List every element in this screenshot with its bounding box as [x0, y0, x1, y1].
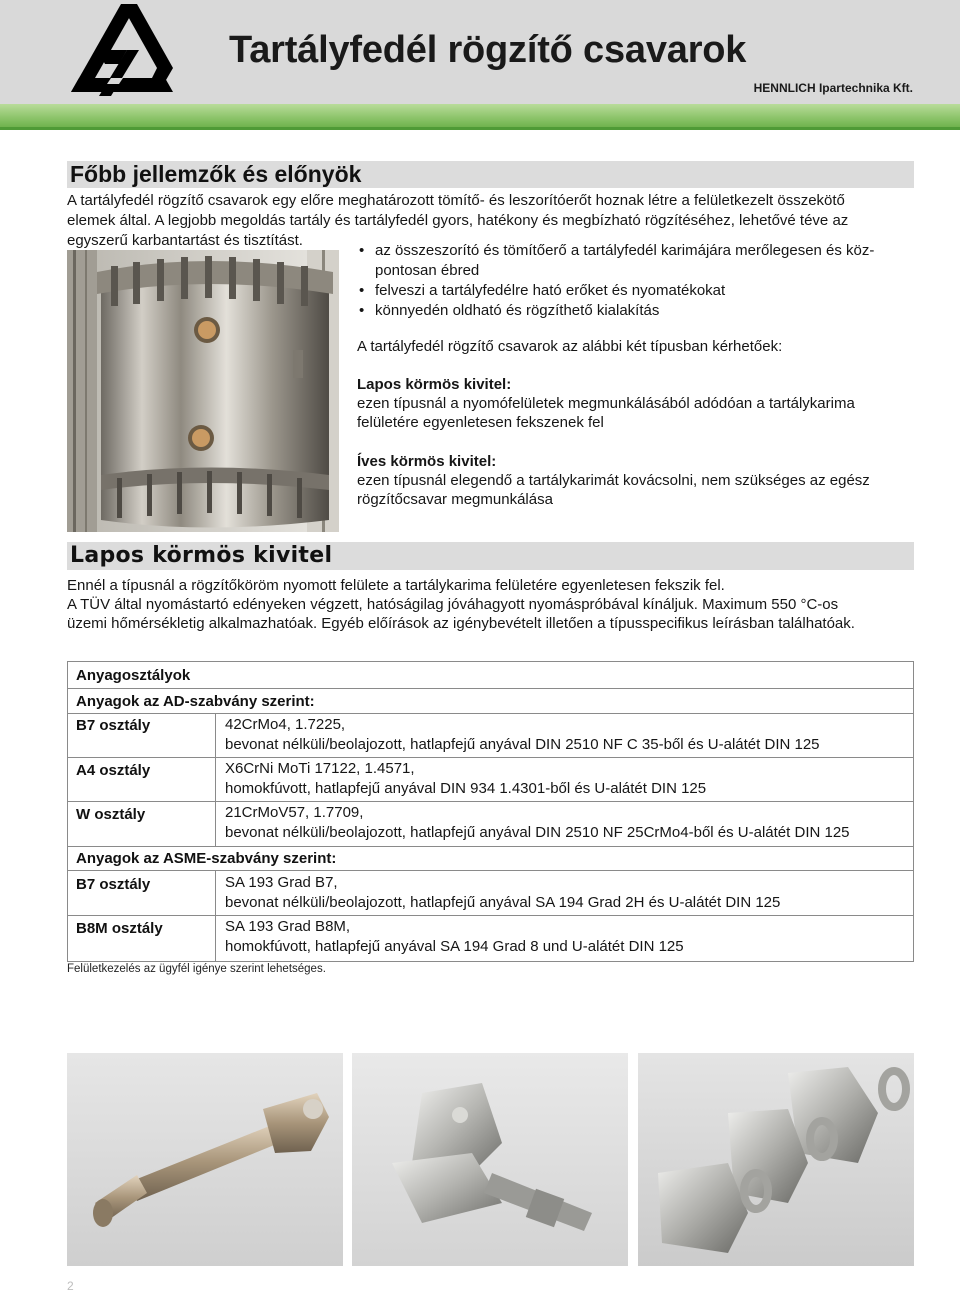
product-photo-clamp	[352, 1053, 628, 1266]
table-divider	[68, 713, 913, 714]
bullet-text: könnyedén oldható és rögzíthető kialakítás	[375, 302, 660, 319]
table-divider	[68, 757, 913, 758]
asme-row-value-1: SA 193 Grad B7,	[225, 874, 338, 891]
features-heading: Főbb jellemzők és előnyök	[70, 161, 362, 187]
page-title: Tartályfedél rögzítő csavarok	[229, 29, 747, 71]
header-green-line	[0, 127, 960, 130]
type2-title: Íves körmös kivitel:	[357, 453, 497, 470]
asme-row-label: B8M osztály	[76, 920, 163, 937]
ad-row-label: W osztály	[76, 806, 146, 823]
feature-bullet-list	[357, 241, 917, 321]
materials-title: Anyagosztályok	[76, 667, 191, 684]
ad-row-label: B7 osztály	[76, 717, 151, 734]
bullet-text-cont: pontosan ébred	[375, 262, 480, 279]
ad-row-value-1: 42CrMo4, 1.7225,	[225, 716, 346, 733]
table-divider	[68, 801, 913, 802]
type1-title: Lapos körmös kivitel:	[357, 376, 512, 393]
type2-line-2: rögzítőcsavar megmunkálása	[357, 491, 553, 508]
ad-heading: Anyagok az AD-szabvány szerint:	[76, 693, 315, 710]
page-number: 2	[67, 1279, 74, 1291]
bullet-item	[357, 281, 917, 301]
ad-row-value-2: bevonat nélküli/beolajozott, hatlapfejű anyával DIN 2510 NF 25CrMo4-ből és U-alátét DIN 125	[225, 824, 850, 841]
types-intro: A tartályfedél rögzítő csavarok az alábbi két típusban kérhetőek:	[357, 338, 783, 355]
ad-row-value-2: homokfúvott, hatlapfejű anyával DIN 934 1.4301-ből és U-alátét DIN 125	[225, 780, 707, 797]
intro-line-2: elemek által. A legjobb megoldás tartály és tartályfedél gyors, hatékony és megbízható rögzítéséhez, lehetővé téve az	[67, 212, 849, 229]
company-name: HENNLICH Ipartechnika Kft.	[753, 81, 913, 95]
table-column-divider	[215, 870, 216, 962]
table-divider	[68, 870, 913, 871]
asme-row-label: B7 osztály	[76, 876, 151, 893]
surface-treatment-note: Felületkezelés az ügyfél igénye szerint lehetséges.	[67, 963, 326, 975]
table-divider	[68, 688, 913, 689]
table-column-divider	[215, 713, 216, 846]
hennlich-logo	[67, 2, 175, 98]
intro-line-1: A tartályfedél rögzítő csavarok egy előre meghatározott tömítő- és leszorítóerőt hoznak létre a felületkezelt összekötő	[67, 192, 845, 209]
asme-row-value-1: SA 193 Grad B8M,	[225, 918, 351, 935]
flat-line-2: A TÜV által nyomástartó edényeken végzett, hatóságilag jóváhagyott nyomáspróbával kínáljuk. Maximum 550 °C-os	[67, 596, 839, 613]
intro-line-3: egyszerű karbantartást és tisztítást.	[67, 232, 303, 249]
type1-line-2: felületére egyenletesen fekszenek fel	[357, 414, 604, 431]
product-photos	[67, 1053, 914, 1266]
bullet-text: az összeszorító és tömítőerő a tartályfedél karimájára merőlegesen és köz-	[375, 242, 875, 259]
table-divider	[68, 915, 913, 916]
tank-photo	[67, 250, 339, 532]
table-divider	[68, 846, 913, 847]
asme-row-value-2: homokfúvott, hatlapfejű anyával SA 194 Grad 8 und U-alátét DIN 125	[225, 938, 684, 955]
flat-line-1: Ennél a típusnál a rögzítőköröm nyomott felülete a tartálykarima felületére egyenletesen fekszik fel.	[67, 577, 725, 594]
asme-heading: Anyagok az ASME-szabvány szerint:	[76, 850, 337, 867]
type1-line-1: ezen típusnál a nyomófelületek megmunkálásából adódóan a tartálykarima	[357, 395, 855, 412]
asme-row-value-2: bevonat nélküli/beolajozott, hatlapfejű anyával SA 194 Grad 2H és U-alátét DIN 125	[225, 894, 781, 911]
type2-line-1: ezen típusnál elegendő a tartálykarimát kovácsolni, nem szükséges az egész	[357, 472, 870, 489]
bullet-item	[357, 301, 917, 321]
ad-row-value-1: 21CrMoV57, 1.7709,	[225, 804, 364, 821]
ad-row-value-2: bevonat nélküli/beolajozott, hatlapfejű anyával DIN 2510 NF C 35-ből és U-alátét DIN 125	[225, 736, 820, 753]
materials-table	[67, 661, 914, 962]
page-header	[0, 0, 960, 104]
product-photo-clamps-group	[638, 1053, 914, 1266]
flat-heading: Lapos körmös kivitel	[70, 543, 333, 568]
product-photo-bolt	[67, 1053, 343, 1266]
ad-row-label: A4 osztály	[76, 762, 151, 779]
header-green-band	[0, 104, 960, 127]
flat-line-3: üzemi hőmérsékletig alkalmazhatóak. Egyéb előírások az igénybevételt illetően a típusspecifikus leírásban találhatóak.	[67, 615, 855, 632]
ad-row-value-1: X6CrNi MoTi 17122, 1.4571,	[225, 760, 415, 777]
bullet-text: felveszi a tartályfedélre ható erőket és nyomatékokat	[375, 282, 726, 299]
bullet-item	[357, 241, 917, 281]
